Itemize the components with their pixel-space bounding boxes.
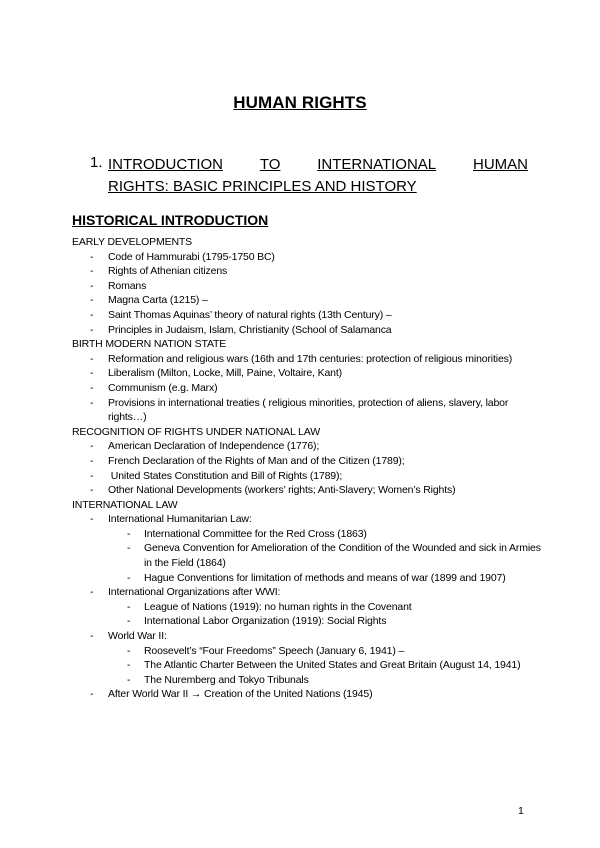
section-number: 1.: [90, 154, 103, 171]
subheading-historical-introduction: HISTORICAL INTRODUCTION: [72, 212, 269, 228]
sublist-humanitarian-law: [108, 527, 542, 585]
dash-bullet: -: [90, 265, 94, 278]
document-body: [72, 235, 542, 702]
dash-bullet: -: [90, 294, 94, 307]
section-title-word: INTRODUCTION: [108, 156, 223, 173]
list-item: - French Declaration of the Rights of Man and of the Citizen (1789);: [90, 454, 405, 467]
dash-bullet: -: [90, 454, 94, 467]
dash-bullet: -: [90, 308, 94, 321]
list-item: - League of Nations (1919): no human rights in the Covenant: [127, 600, 412, 613]
list-item: - American Declaration of Independence (1776);: [90, 440, 320, 453]
list-item: - Code of Hammurabi (1795-1750 BC): [90, 250, 275, 263]
dash-bullet: -: [90, 688, 94, 701]
list-item: - Principles in Judaism, Islam, Christianity (School of Salamanca: [90, 323, 392, 336]
group-heading-recognition-national-law: RECOGNITION OF RIGHTS UNDER NATIONAL LAW: [72, 425, 320, 438]
list-item: - International Organizations after WWI: - League of Nations (1919): no human rights in the Covenant - International Labor Organization (1919): Social Rights: [72, 585, 542, 629]
dash-bullet: -: [127, 571, 131, 584]
dash-bullet: -: [127, 659, 131, 672]
group-heading-early-developments: EARLY DEVELOPMENTS: [72, 236, 193, 248]
section-title-word: INTERNATIONAL: [317, 156, 437, 173]
list-item: - Romans: [90, 279, 147, 292]
list-item: - The Nuremberg and Tokyo Tribunals: [127, 673, 309, 686]
dash-bullet: -: [90, 323, 94, 336]
dash-bullet: -: [90, 352, 94, 365]
list-item: - Hague Conventions for limitation of methods and means of war (1899 and 1907): [127, 571, 506, 584]
sublist-world-war-ii: [108, 644, 542, 688]
dash-bullet: -: [90, 630, 94, 643]
section-title-word: TO: [259, 156, 281, 173]
dash-bullet: -: [90, 469, 94, 482]
list-item: - Rights of Athenian citizens: [90, 265, 228, 278]
dash-bullet: -: [127, 527, 131, 540]
dash-bullet: -: [90, 396, 94, 409]
dash-bullet: -: [90, 586, 94, 599]
list-item: - Reformation and religious wars (16th and 17th centuries: protection of religious minorities): [90, 352, 513, 365]
group-heading-birth-modern-nation-state: BIRTH MODERN NATION STATE: [72, 338, 227, 351]
list-recognition-national-law: [72, 439, 542, 497]
list-item: - After World War II → Creation of the United Nations (1945): [90, 688, 373, 701]
list-item: - International Humanitarian Law: - International Committee for the Red Cross (1863) - Geneva Convention for Amelioration of the Condition of the Wounded and sick in Armies in the Field (1864) - Hague Conventions for limitation of methods and means of war (1899 and 1907): [90, 513, 541, 584]
list-item: - United States Constitution and Bill of Rights (1789);: [90, 469, 343, 482]
dash-bullet: -: [90, 250, 94, 263]
dash-bullet: -: [127, 673, 131, 686]
list-early-developments: [72, 250, 542, 338]
list-item: - Saint Thomas Aquinas’ theory of natural rights (13th Century) –: [90, 308, 392, 321]
list-birth-modern-nation-state: [72, 352, 542, 425]
dash-bullet: -: [90, 279, 94, 292]
document-title: HUMAN RIGHTS: [233, 93, 367, 112]
dash-bullet: -: [90, 513, 94, 526]
list-item: - International Labor Organization (1919): Social Rights: [127, 615, 387, 628]
list-item: - Magna Carta (1215) –: [90, 294, 208, 307]
list-item: - Liberalism (Milton, Locke, Mill, Paine, Voltaire, Kant): [90, 367, 342, 380]
list-item: - International Committee for the Red Cross (1863): [127, 527, 367, 540]
section-title-line-1: [108, 154, 528, 176]
section-title: [108, 154, 528, 198]
page-number: 1: [518, 805, 524, 817]
list-item: - Communism (e.g. Marx): [90, 381, 218, 394]
dash-bullet: -: [127, 644, 131, 657]
dash-bullet: -: [90, 484, 94, 497]
group-heading-international-law: INTERNATIONAL LAW: [72, 498, 178, 511]
list-item: - Provisions in international treaties ( religious minorities, protection of aliens, slavery, labor rights…): [90, 396, 509, 424]
section-title-line-2: RIGHTS: BASIC PRINCIPLES AND HISTORY: [108, 178, 417, 195]
list-item: - The Atlantic Charter Between the United States and Great Britain (August 14, 1941): [127, 659, 521, 672]
dash-bullet: -: [127, 542, 131, 555]
dash-bullet: -: [90, 367, 94, 380]
list-item: - World War II: - Roosevelt’s “Four Freedoms” Speech (January 6, 1941) – - The Atlantic Charter Between the United States and Great Britain (August 14, 1941) - The Nuremberg and Tokyo Tribunals: [72, 629, 542, 687]
dash-bullet: -: [90, 440, 94, 453]
list-item: - Geneva Convention for Amelioration of the Condition of the Wounded and sick in Armies in the Field (1864): [127, 542, 541, 570]
dash-bullet: -: [127, 615, 131, 628]
list-item: - Roosevelt’s “Four Freedoms” Speech (January 6, 1941) –: [127, 644, 405, 657]
section-title-word: HUMAN: [473, 156, 528, 173]
dash-bullet: -: [90, 381, 94, 394]
list-item: - Other National Developments (workers’ rights; Anti-Slavery; Women’s Rights): [90, 484, 456, 497]
list-international-law: [72, 512, 542, 702]
dash-bullet: -: [127, 600, 131, 613]
sublist-international-organizations: [108, 600, 542, 629]
